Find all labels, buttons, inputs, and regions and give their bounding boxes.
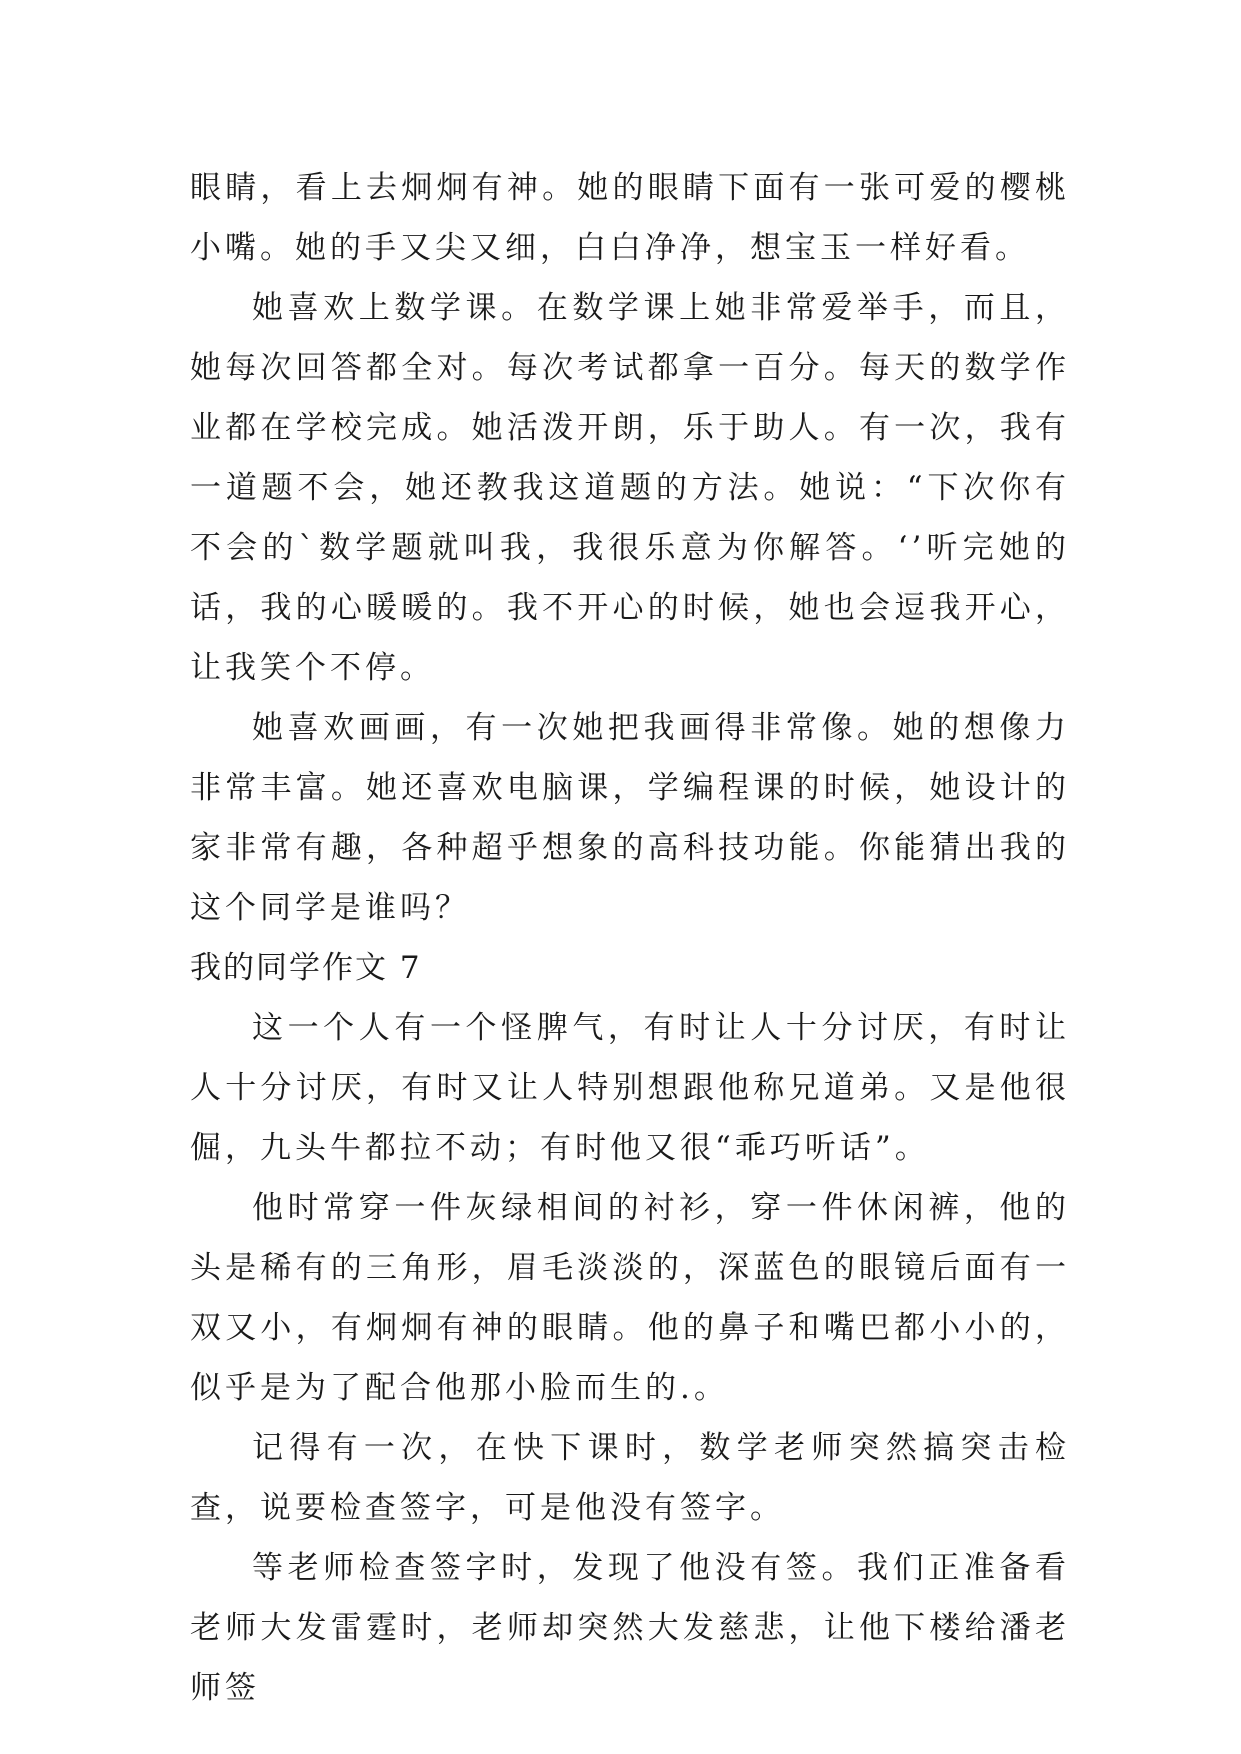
paragraph-continued: 眼睛，看上去炯炯有神。她的眼睛下面有一张可爱的樱桃小嘴。她的手又尖又细，白白净净，想宝玉一样好看。 <box>190 170 1070 266</box>
paragraph: 她喜欢画画，有一次她把我画得非常像。她的想像力非常丰富。她还喜欢电脑课，学编程课的时候，她设计的家非常有趣，各种超乎想象的高科技功能。你能猜出我的这个同学是谁吗？ <box>190 710 1070 926</box>
paragraph: 记得有一次，在快下课时，数学老师突然搞突击检查，说要检查签字，可是他没有签字。 <box>190 1430 1070 1526</box>
paragraph: 等老师检查签字时，发现了他没有签。我们正准备看老师大发雷霆时，老师却突然大发慈悲，让他下楼给潘老师签 <box>190 1550 1070 1706</box>
section-heading: 我的同学作文 7 <box>190 950 422 986</box>
paragraph: 她喜欢上数学课。在数学课上她非常爱举手，而且，她每次回答都全对。每次考试都拿一百分。每天的数学作业都在学校完成。她活泼开朗，乐于助人。有一次，我有一道题不会，她还教我这道题的方法。她说：“下次你有不会的`数学题就叫我，我很乐意为你解答。‘’听完她的话，我的心暖暖的。我不开心的时候，她也会逗我开心，让我笑个不停。 <box>190 290 1070 686</box>
paragraph: 这一个人有一个怪脾气，有时让人十分讨厌，有时让人十分讨厌，有时又让人特别想跟他称兄道弟。又是他很倔，九头牛都拉不动；有时他又很“乖巧听话”。 <box>190 1010 1070 1166</box>
document-body <box>190 158 1070 1718</box>
paragraph: 他时常穿一件灰绿相间的衬衫，穿一件休闲裤，他的头是稀有的三角形，眉毛淡淡的，深蓝色的眼镜后面有一双又小，有炯炯有神的眼睛。他的鼻子和嘴巴都小小的，似乎是为了配合他那小脸而生的.。 <box>190 1190 1070 1406</box>
